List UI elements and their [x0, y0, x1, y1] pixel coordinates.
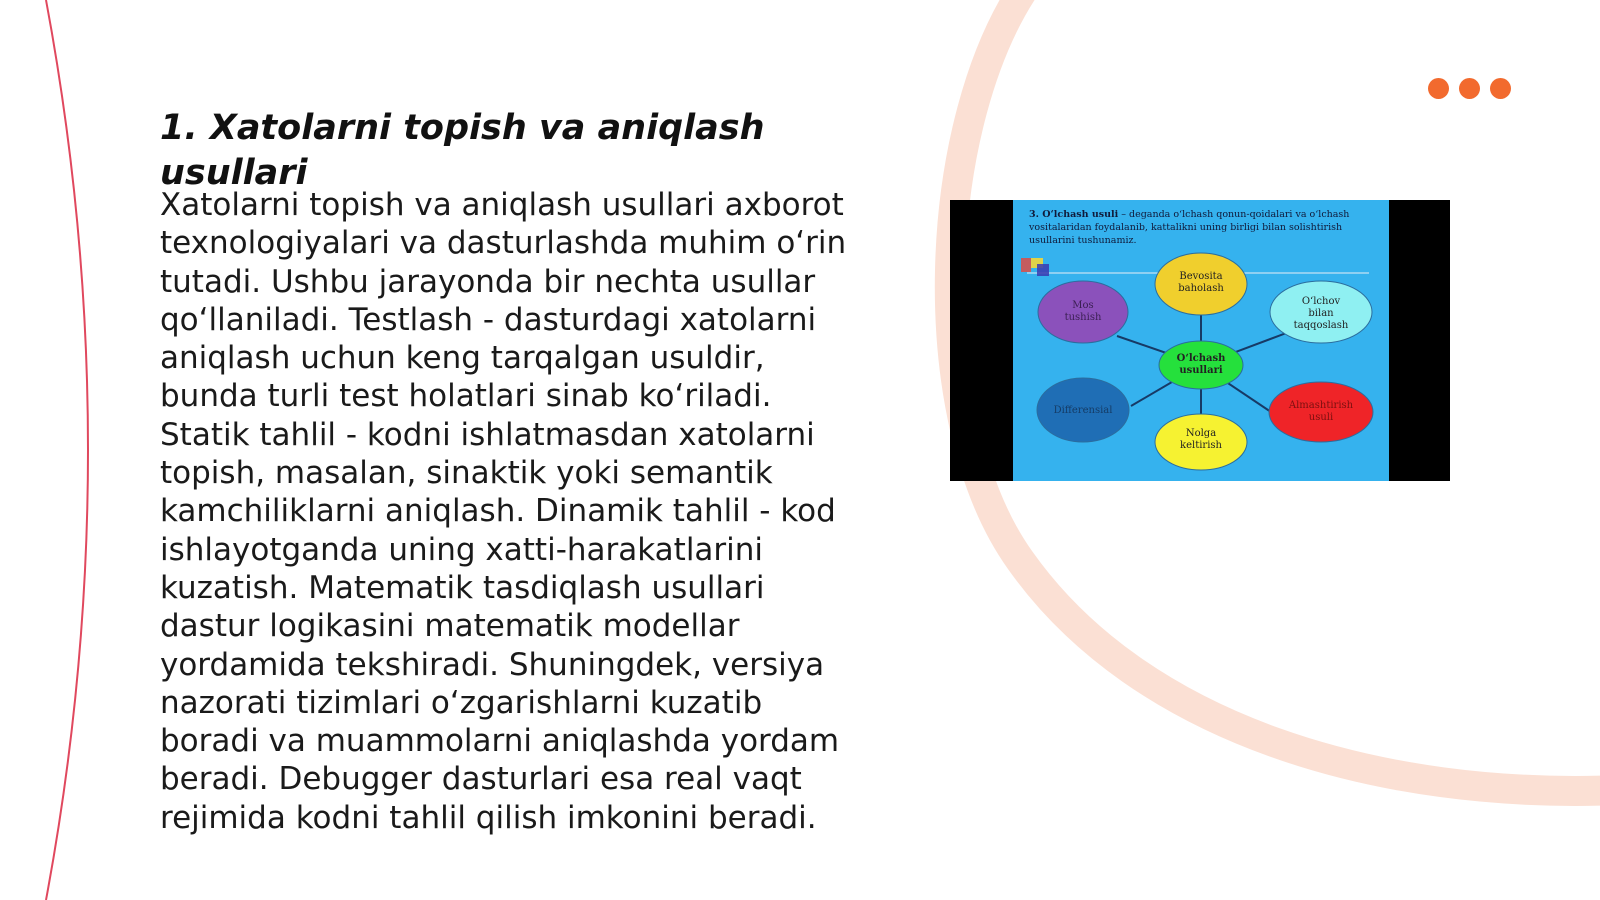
methods-diagram [1013, 200, 1389, 481]
node-mos-label: Mos tushish [1064, 300, 1102, 323]
node-center-label: O‘lchash usullari [1176, 353, 1226, 376]
left-red-curve [46, 0, 88, 900]
node-nolga-label: Nolga keltirish [1180, 428, 1222, 451]
decorative-dots [1428, 78, 1511, 99]
figure-panel [1013, 200, 1389, 481]
decorative-dot [1428, 78, 1449, 99]
slide-body-text: Xatolarni topish va aniqlash usullari axborot texnologiyalari va dasturlashda muhim o‘rin tutadi. Ushbu jarayonda bir nechta usullar qo‘llaniladi. Testlash - dasturdagi xatolarni aniqlash uchun keng tarqalgan usuldir, bunda turli test holatlari sinab ko‘riladi. Statik tahlil - kodni ishlatmasdan xatolarni topish, masalan, sinaktik yoki semantik kamchiliklarni aniqlash. Dinamik tahlil - kod ishlayotganda uning xatti-harakatlarini kuzatish. Matematik tasdiqlash usullari dastur logikasini matematik modellar yordamida tekshiradi. Shuningdek, versiya nazorati tizimlari o‘zgarishlarni kuzatib boradi va muammolarni aniqlashda yordam beradi. Debugger dasturlari esa real vaqt rejimida kodni tahlil qilish imkonini beradi. [160, 187, 847, 836]
decorative-dot [1490, 78, 1511, 99]
measurement-methods-figure [950, 200, 1450, 481]
figure-caption-text: – deganda o‘lchash qonun-qoidalari va o‘lchash vositalaridan foydalanib, kattalikni uning birligi bilan solishtirish usullarini tushunamiz. [1029, 209, 1350, 246]
node-almashtirish-label: Almashtirish usuli [1288, 400, 1354, 423]
node-bevosita-label: Bevosita baholash [1178, 271, 1224, 294]
figure-caption-term: 3. O‘lchash usuli [1029, 209, 1119, 220]
decorative-dot [1459, 78, 1480, 99]
node-olchov-label: O‘lchov bilan taqqoslash [1293, 296, 1349, 331]
node-differensial-label: Differensial [1053, 405, 1113, 416]
slide-title: 1. Xatolarni topish va aniqlash usullari [160, 108, 765, 193]
